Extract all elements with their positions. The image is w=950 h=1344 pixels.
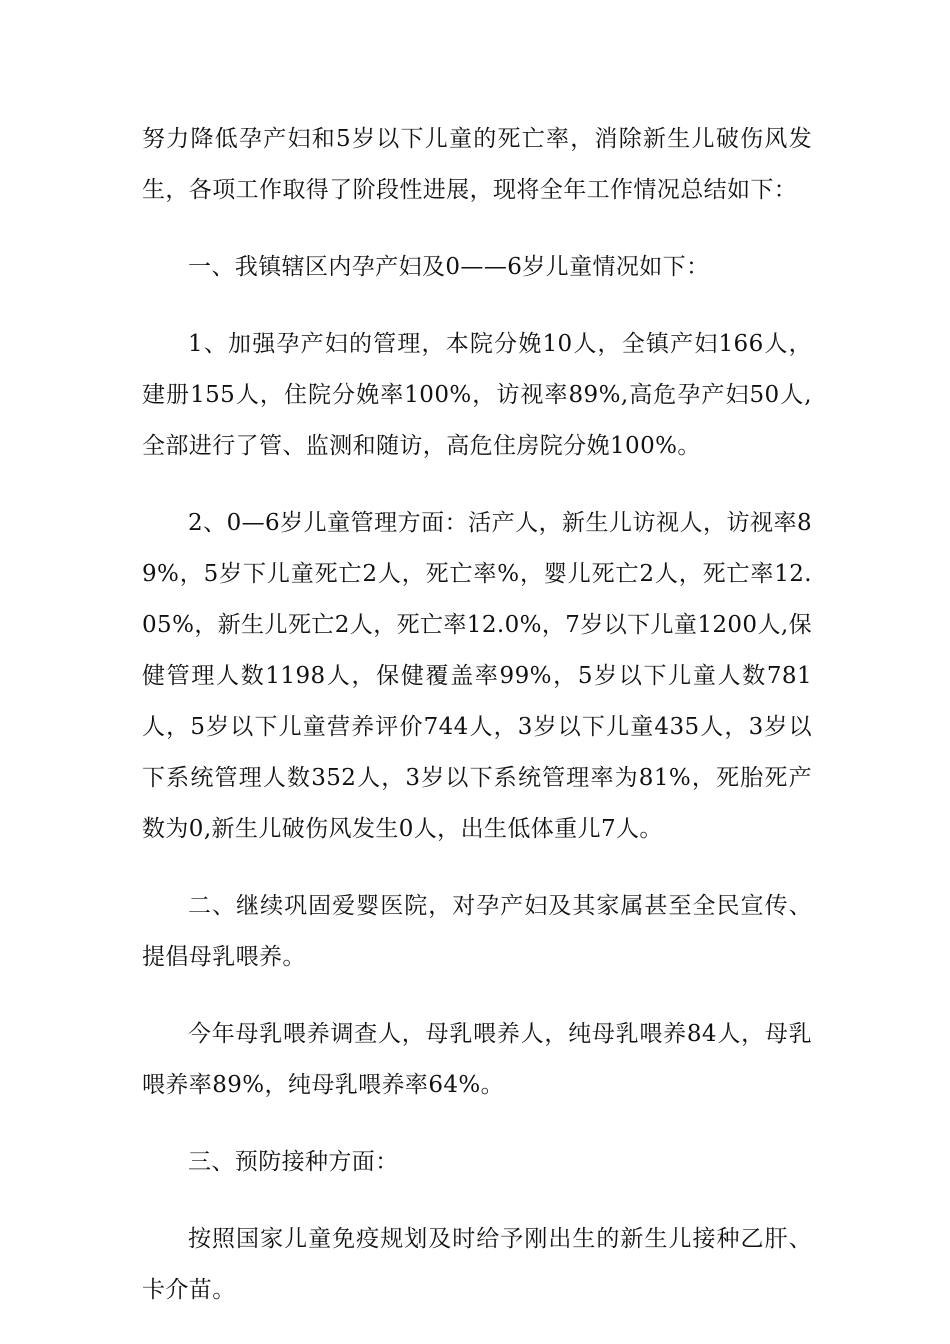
section-heading-2: 二、继续巩固爱婴医院，对孕产妇及其家属甚至全民宣传、提倡母乳喂养。 — [142, 893, 812, 970]
paragraph-intro-continuation: 努力降低孕产妇和5岁以下儿童的死亡率，消除新生儿破伤风发生，各项工作取得了阶段性进展，现将全年工作情况总结如下： — [142, 126, 812, 203]
paragraph-maternal-management: 1、加强孕产妇的管理，本院分娩10人，全镇产妇166人，建册155人，住院分娩率100%，访视率89%,高危孕产妇50人,全部进行了管、监测和随访，高危住房院分娩100%。 — [142, 331, 812, 459]
section-heading-3: 三、预防接种方面： — [188, 1149, 399, 1175]
paragraph-vaccination: 按照国家儿童免疫规划及时给予刚出生的新生儿接种乙肝、卡介苗。 — [142, 1226, 812, 1303]
document-body — [142, 114, 812, 1342]
section-heading-1: 一、我镇辖区内孕产妇及0——6岁儿童情况如下： — [188, 254, 710, 280]
paragraph-child-management: 2、0—6岁儿童管理方面：活产人，新生儿访视人，访视率89%，5岁下儿童死亡2人，死亡率%，婴儿死亡2人，死亡率12.05%，新生儿死亡2人，死亡率12.0%，7岁以下儿童1200人,保健管理人数1198人，保健覆盖率99%，5岁以下儿童人数781人，5岁以下儿童营养评价744人，3岁以下儿童435人，3岁以下系统管理人数352人，3岁以下系统管理率为81%，死胎死产数为0,新生儿破伤风发生0人，出生低体重儿7人。 — [142, 510, 812, 842]
paragraph-breastfeeding: 今年母乳喂养调查人，母乳喂养人，纯母乳喂养84人，母乳喂养率89%，纯母乳喂养率64%。 — [142, 1021, 812, 1098]
